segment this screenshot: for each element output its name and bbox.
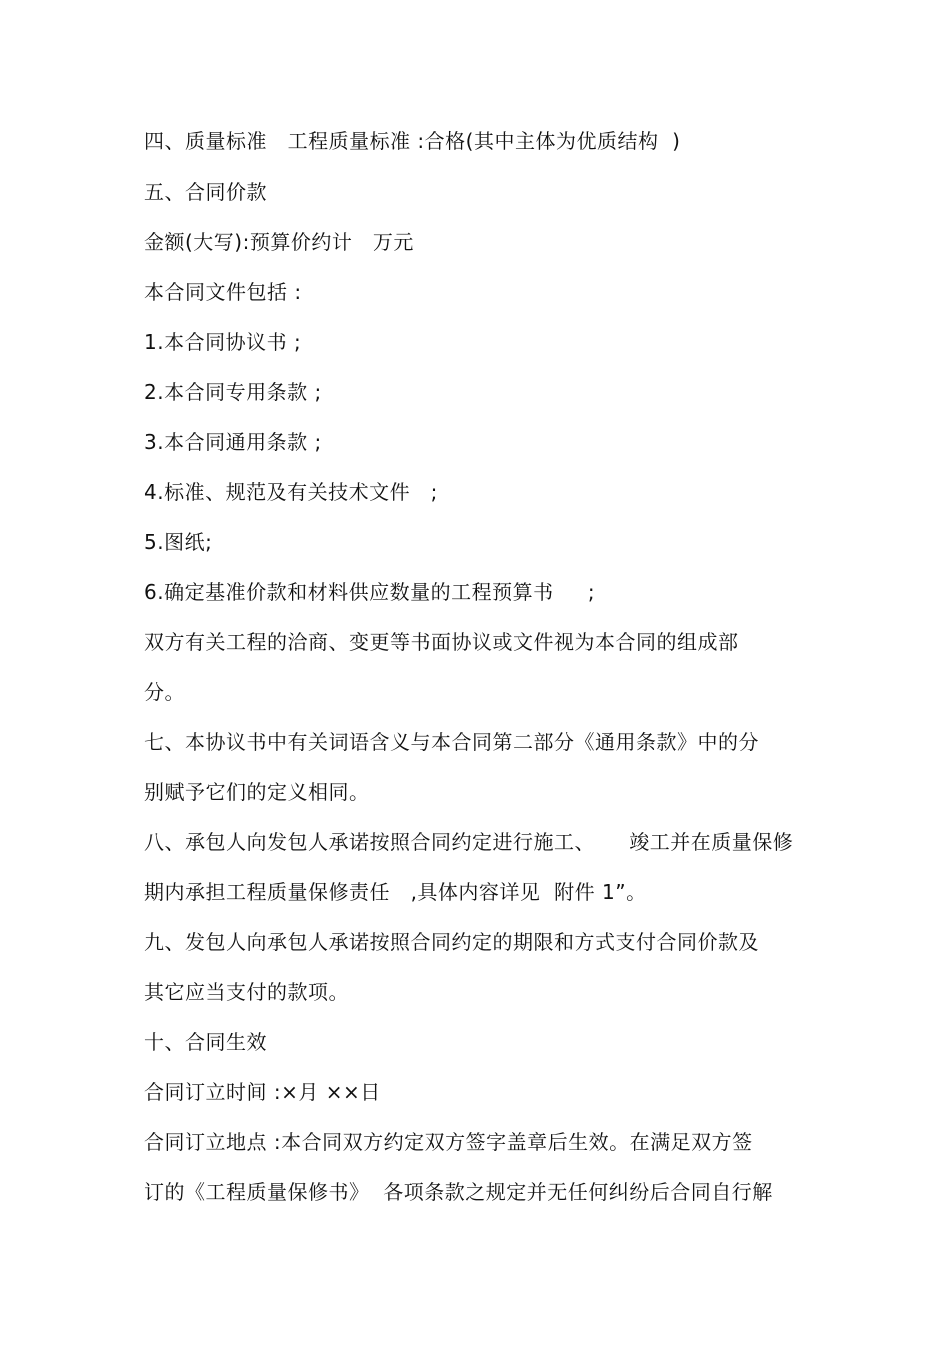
contract-documents-intro: 本合同文件包括 : <box>144 280 302 304</box>
section-eight-line-1: 八、承包人向发包人承诺按照合同约定进行施工、 竣工并在质量保修 <box>144 830 794 854</box>
section-eight-line-2: 期内承担工程质量保修责任 ,具体内容详见 附件 1”。 <box>144 880 647 904</box>
signing-date-line: 合同订立时间 :×月 ××日 <box>144 1080 381 1104</box>
document-list-item-3: 3.本合同通用条款 ; <box>144 430 322 454</box>
section-ten-heading: 十、合同生效 <box>144 1030 267 1054</box>
quality-standard-line: 四、质量标准 工程质量标准 :合格(其中主体为优质结构 ) <box>144 129 681 153</box>
section-nine-line-1: 九、发包人向承包人承诺按照合同约定的期限和方式支付合同价款及 <box>144 930 759 954</box>
section-seven-line-1: 七、本协议书中有关词语含义与本合同第二部分《通用条款》中的分 <box>144 730 759 754</box>
signing-place-line-1: 合同订立地点 :本合同双方约定双方签字盖章后生效。在满足双方签 <box>144 1130 753 1154</box>
document-list-item-6: 6.确定基准价款和材料供应数量的工程预算书 ; <box>144 580 596 604</box>
section-seven-line-2: 别赋予它们的定义相同。 <box>144 780 370 804</box>
signing-place-line-2: 订的《工程质量保修书》 各项条款之规定并无任何纠纷后合同自行解 <box>144 1180 773 1204</box>
document-list-item-4: 4.标准、规范及有关技术文件 ; <box>144 480 438 504</box>
section-nine-line-2: 其它应当支付的款项。 <box>144 980 349 1004</box>
document-list-item-1: 1.本合同协议书 ; <box>144 330 302 354</box>
document-list-item-2: 2.本合同专用条款 ; <box>144 380 322 404</box>
document-list-item-5: 5.图纸; <box>144 530 213 554</box>
negotiation-clause-line-1: 双方有关工程的洽商、变更等书面协议或文件视为本合同的组成部 <box>144 630 739 654</box>
negotiation-clause-line-2: 分。 <box>144 680 185 704</box>
amount-line: 金额(大写):预算价约计 万元 <box>144 230 414 254</box>
section-contract-price-heading: 五、合同价款 <box>144 180 267 204</box>
